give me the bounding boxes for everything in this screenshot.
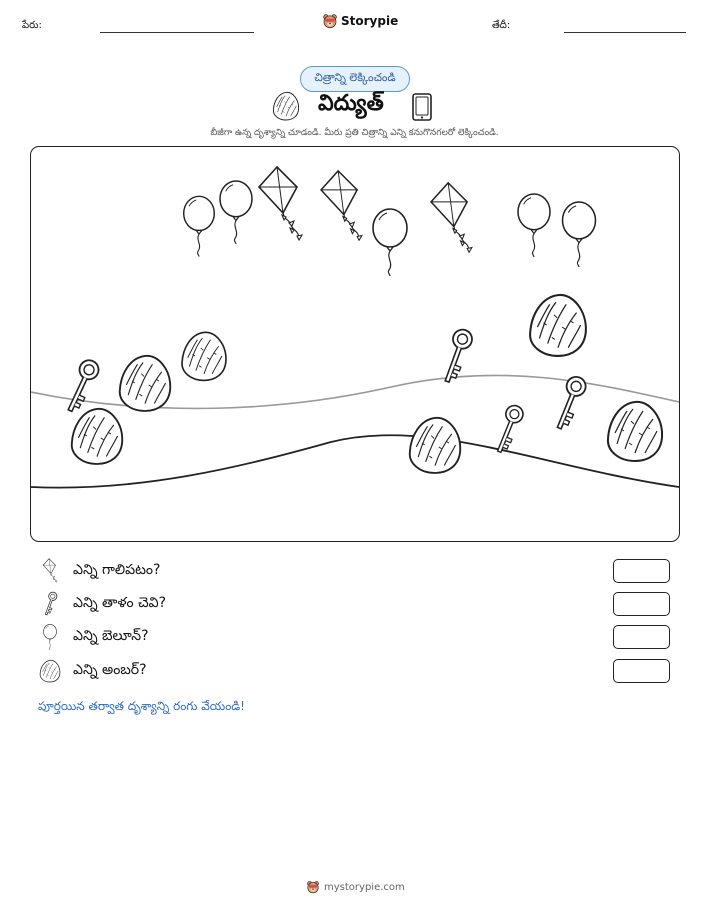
question-text: ఎన్ని బెలూన్? <box>73 627 149 644</box>
question-row-balloon <box>37 624 149 650</box>
front-hill-line <box>31 435 679 487</box>
name-label: పేరు: <box>22 20 42 31</box>
question-text: ఎన్ని గాలిపటం? <box>73 561 161 578</box>
amber-icon-hidden <box>152 422 206 481</box>
brand-name: Storypie <box>341 14 399 28</box>
scene-box <box>30 146 680 542</box>
balloon-icon <box>37 624 63 650</box>
amber-icon <box>608 402 662 461</box>
name-line[interactable] <box>100 32 254 33</box>
worksheet-tag <box>300 66 410 92</box>
amber-icon <box>182 332 226 380</box>
amber-icon <box>37 658 63 684</box>
instructions: బీజీగా ఉన్న దృశ్యాన్ని చూడండి. మీరు ప్రతి చిత్రాన్ని ఎన్ని కనుగొనగలరో లెక్కించండి. <box>210 128 499 138</box>
question-text: ఎన్ని అంబర్? <box>73 661 147 678</box>
amber-icon <box>72 409 123 464</box>
amber-icon <box>120 356 171 411</box>
kite-icon <box>37 558 63 584</box>
answer-box-key[interactable] <box>613 592 670 616</box>
balloon-icon <box>184 196 215 256</box>
worksheet-tag-label: చిత్రాన్ని లెక్కించండి <box>314 71 396 84</box>
balloon-icon <box>518 194 550 257</box>
bear-logo-icon <box>306 880 320 894</box>
phone-icon <box>410 92 434 122</box>
key-icon <box>37 591 63 617</box>
page-title: విద్యుత్ <box>318 91 384 116</box>
kite-icon <box>431 183 472 252</box>
question-row-kite <box>37 558 160 584</box>
scene-drawing <box>31 147 679 541</box>
answer-box-amber[interactable] <box>613 659 670 683</box>
question-row-key <box>37 591 166 617</box>
balloon-icon <box>563 202 596 267</box>
amber-icon <box>272 91 300 121</box>
bear-logo-icon <box>322 13 338 29</box>
answer-box-kite[interactable] <box>613 559 670 583</box>
footer-site[interactable]: mystorypie.com <box>324 881 405 893</box>
balloon-icon <box>220 181 252 244</box>
key-icon <box>491 403 525 455</box>
key-icon <box>61 357 101 414</box>
brand-logo <box>322 13 398 29</box>
date-label: తేదీ: <box>492 20 511 31</box>
amber-icon <box>410 418 461 473</box>
date-line[interactable] <box>564 32 686 33</box>
footer <box>306 880 405 894</box>
finish-instruction: పూర్తయిన తర్వాత దృశ్యాన్ని రంగు వేయండి! <box>38 699 245 713</box>
amber-icon <box>530 295 586 356</box>
question-text: ఎన్ని తాళం చెవి? <box>73 594 167 611</box>
key-icon <box>550 374 588 432</box>
balloon-icon <box>373 209 407 276</box>
answer-box-balloon[interactable] <box>613 625 670 649</box>
kite-icon <box>259 167 302 240</box>
question-row-amber <box>37 658 147 684</box>
kite-icon <box>321 171 362 240</box>
